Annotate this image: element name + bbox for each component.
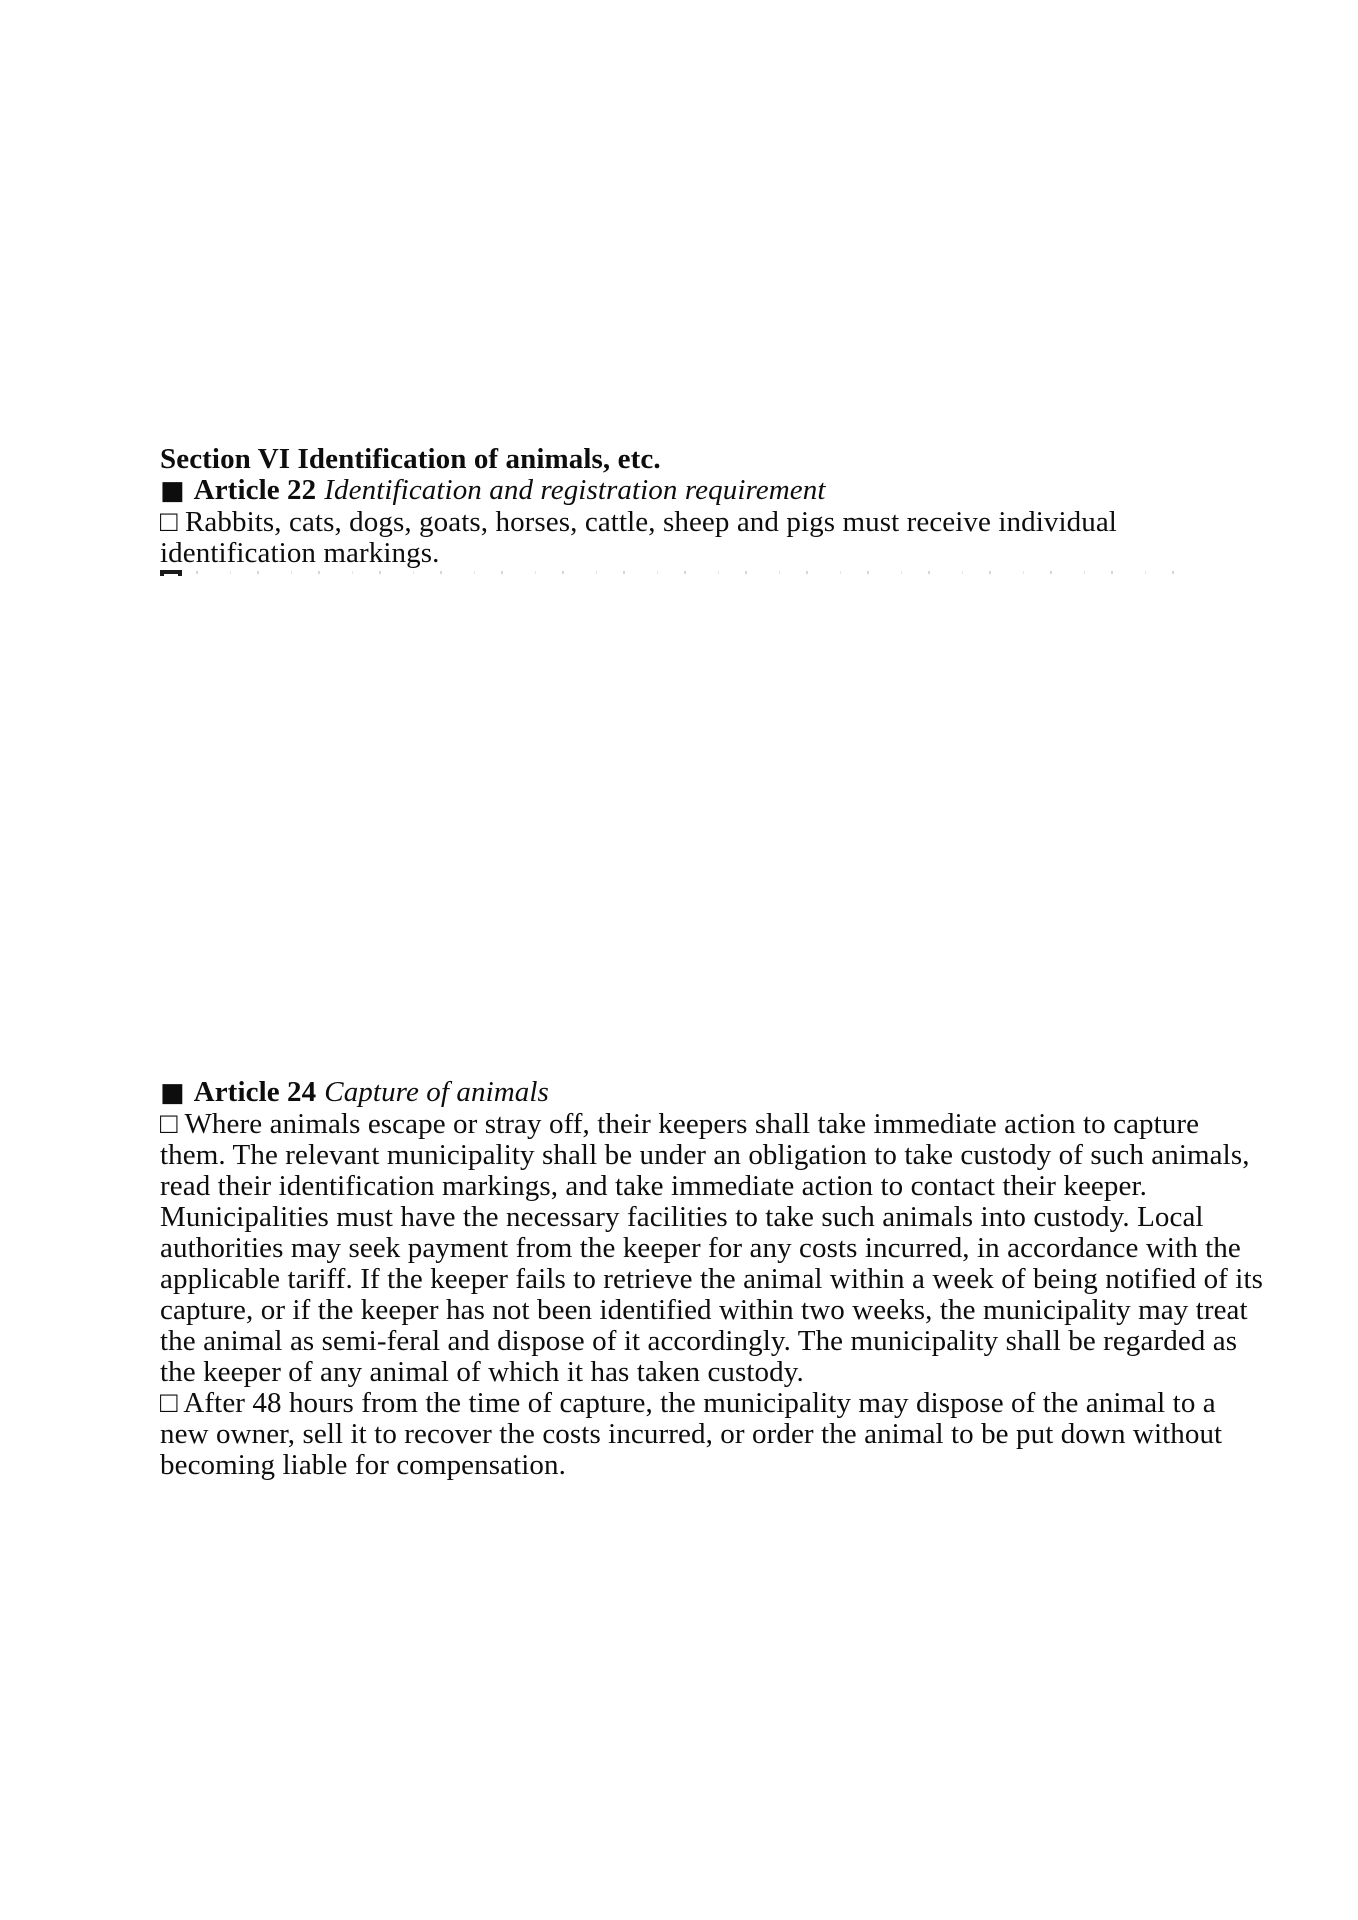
article-24-clause-line: authorities may seek payment from the keeper for any costs incurred, in accordance with the (160, 1232, 1241, 1264)
article-24-heading (160, 1077, 1300, 1109)
article-22-clause-line: □ Rabbits, cats, dogs, goats, horses, cattle, sheep and pigs must receive individual (160, 506, 1117, 538)
article-24-clause-line: the keeper of any animal of which it has taken custody. (160, 1356, 804, 1388)
article-24-clause-line: capture, or if the keeper has not been identified within two weeks, the municipality may treat (160, 1294, 1248, 1326)
section-vi-heading: Section VI Identification of animals, etc. (160, 443, 661, 475)
article-24-clause-line: read their identification markings, and take immediate action to contact their keeper. (160, 1170, 1147, 1202)
partially-erased-line (160, 569, 1300, 576)
article-24-clause-line: them. The relevant municipality shall be under an obligation to take custody of such animals, (160, 1139, 1250, 1171)
article-24-title: Capture of animals (324, 1076, 549, 1108)
article-24-clause-line: the animal as semi-feral and dispose of it accordingly. The municipality shall be regarded as (160, 1325, 1238, 1357)
section-vi-block (160, 444, 1300, 576)
article-24-clause-line: becoming liable for compensation. (160, 1449, 566, 1481)
article-24-clause-line: applicable tariff. If the keeper fails to retrieve the animal within a week of being notified of its (160, 1263, 1263, 1295)
article-22-heading (160, 475, 1300, 507)
article-22-title: Identification and registration requirement (324, 474, 826, 506)
article-24-clause-line: □ After 48 hours from the time of capture, the municipality may dispose of the animal to a (160, 1387, 1216, 1419)
article-22-clause-line: identification markings. (160, 537, 440, 569)
article-24-clause-line: new owner, sell it to recover the costs incurred, or order the animal to be put down without (160, 1418, 1223, 1450)
erased-checkbox-top (160, 570, 182, 576)
black-square-marker-icon: ■ (160, 476, 185, 506)
article-24-clause-line: □ Where animals escape or stray off, their keepers shall take immediate action to capture (160, 1108, 1200, 1140)
erased-text-remnants (196, 571, 1196, 574)
article-24-clause-line: Municipalities must have the necessary facilities to take such animals into custody. Local (160, 1201, 1204, 1233)
article-22-label: Article 22 (193, 474, 317, 506)
article-24-block (160, 1077, 1300, 1481)
article-24-label: Article 24 (193, 1076, 317, 1108)
black-square-marker-icon: ■ (160, 1078, 185, 1108)
